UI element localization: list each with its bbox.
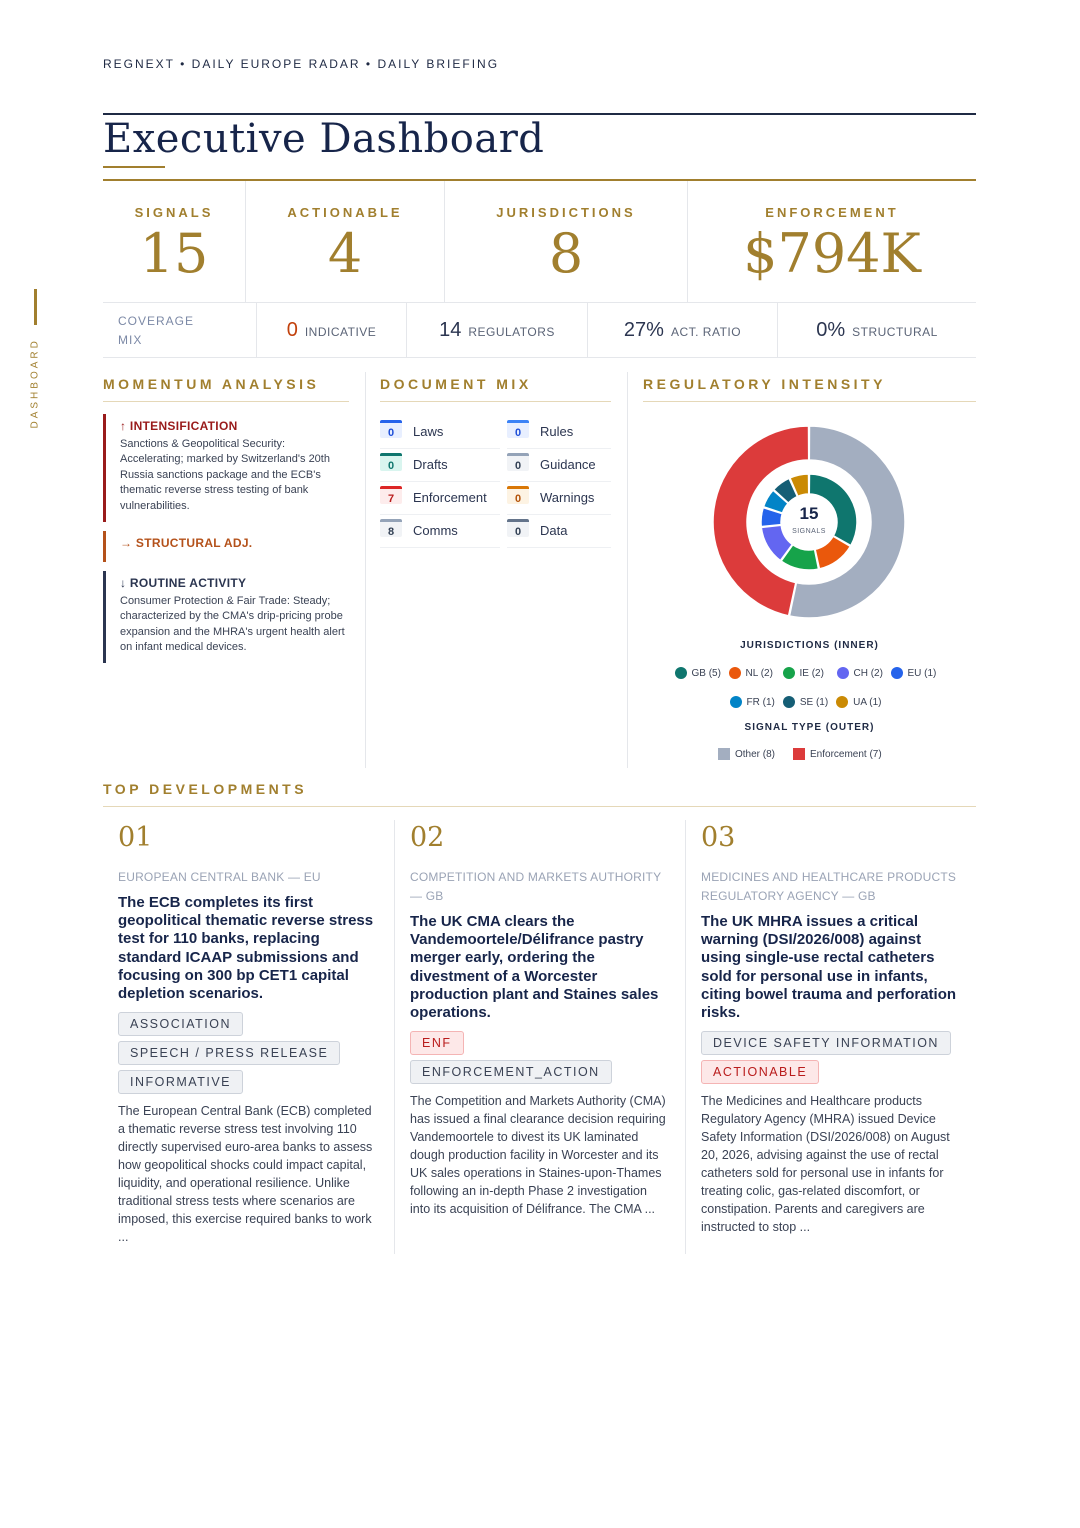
column-divider <box>365 372 366 768</box>
development-number: 03 <box>701 822 736 853</box>
document-mix-label: Enforcement <box>413 490 487 505</box>
momentum-item-heading: ↓ ROUTINE ACTIVITY <box>120 576 247 590</box>
development-tag: DEVICE SAFETY INFORMATION <box>701 1031 951 1055</box>
development-number: 01 <box>118 822 153 853</box>
top-developments-rule <box>103 806 976 807</box>
document-mix-count: 0 <box>507 519 529 537</box>
document-mix-label: Rules <box>540 424 574 439</box>
legend-dot <box>783 696 795 708</box>
document-mix-count: 7 <box>380 486 402 504</box>
coverage-value: 0% <box>816 318 846 341</box>
coverage-value: 27% <box>623 318 664 341</box>
document-mix-item <box>380 515 500 548</box>
development-tag: ASSOCIATION <box>118 1012 243 1036</box>
document-mix-label: Drafts <box>413 457 448 472</box>
kpi-value: 15 <box>139 222 209 285</box>
kpi-signals <box>103 181 246 302</box>
kpi-label: ACTIONABLE <box>287 205 403 220</box>
document-mix-label: Comms <box>413 523 458 538</box>
document-mix-heading: DOCUMENT MIX <box>380 376 532 392</box>
development-tag: ENF <box>410 1031 464 1055</box>
development-title: The UK MHRA issues a critical warning (DSI/2026/008) against using single-use rectal catheters sold for personal use in infants, citing bowel trauma and perforation risks. <box>701 913 957 1022</box>
development-number: 02 <box>410 822 445 853</box>
legend-item-se <box>783 696 828 708</box>
kpi-label: JURISDICTIONS <box>496 205 636 220</box>
development-source: EUROPEAN CENTRAL BANK — EU <box>118 870 321 884</box>
coverage-value: 14 <box>439 318 462 341</box>
development-tag: SPEECH / PRESS RELEASE <box>118 1041 340 1065</box>
legend-label: EU (1) <box>907 667 937 679</box>
legend-swatch <box>793 748 805 760</box>
momentum-item-text: Sanctions & Geopolitical Security: Accelerating; marked by Switzerland's 20th Russia sanctions package and the ECB's thematic reverse stress testing of bank vulnerabilities. <box>120 438 330 512</box>
outer-legend-title: SIGNAL TYPE (OUTER) <box>744 722 875 733</box>
column-divider <box>394 820 395 1254</box>
legend-item-ua <box>836 696 881 708</box>
coverage-mix-row <box>103 302 976 358</box>
momentum-item-text: Consumer Protection & Fair Trade: Steady; characterized by the CMA's drip-pricing probe expansion and the MHRA's urgent health alert on infant medical devices. <box>120 595 345 654</box>
document-mix-item <box>507 515 611 548</box>
legend-item-ch <box>837 667 883 679</box>
coverage-label-cell <box>103 303 257 357</box>
coverage-metric-label: REGULATORS <box>468 325 555 339</box>
momentum-routine <box>103 571 351 663</box>
development-tag: ACTIONABLE <box>701 1060 819 1084</box>
legend-item-nl <box>729 667 773 679</box>
legend-dot <box>730 696 742 708</box>
side-accent-bar <box>34 289 37 325</box>
top-rule <box>103 113 976 115</box>
legend-label: Enforcement (7) <box>810 748 882 760</box>
legend-item-fr <box>730 696 775 708</box>
document-mix-label: Warnings <box>540 490 595 505</box>
development-summary: The European Central Bank (ECB) completed a thematic reverse stress test involving 110 directly supervised euro-area banks to assess how geopolitical shocks could impact capital, liquidity, and operational resilience. Unlike traditional stress tests where scenarios are imposed, this exercise required banks to work ... <box>118 1104 373 1245</box>
kpi-value: $794K <box>743 222 921 285</box>
column-divider <box>627 372 628 768</box>
development-card <box>701 822 961 1236</box>
breadcrumb: REGNEXT • DAILY EUROPE RADAR • DAILY BRIEFING <box>103 57 500 71</box>
title-underline <box>103 166 165 168</box>
document-mix-item <box>507 416 611 449</box>
kpi-label: ENFORCEMENT <box>765 205 899 220</box>
development-title: The UK CMA clears the Vandemoortele/Délifrance pastry merger early, ordering the divestment of a Worcester production plant and Staines sales operations. <box>410 913 659 1022</box>
development-title: The ECB completes its first geopolitical thematic reverse stress test for 110 banks, replacing standard ICAAP submissions and focusing on 300 bp CET1 capital depletion scenarios. <box>118 894 374 1003</box>
legend-item-ie <box>783 667 824 679</box>
legend-label: Other (8) <box>735 748 776 760</box>
inner-legend-title: JURISDICTIONS (INNER) <box>740 640 879 651</box>
side-section-label: DASHBOARD <box>29 338 41 429</box>
document-mix-label: Guidance <box>540 457 596 472</box>
legend-label: UA (1) <box>853 696 882 708</box>
document-mix-count: 0 <box>507 420 529 438</box>
kpi-enforcement <box>688 181 976 302</box>
development-card <box>118 822 378 1246</box>
development-tag: ENFORCEMENT_ACTION <box>410 1060 612 1084</box>
document-mix-label: Data <box>540 523 568 538</box>
momentum-item-heading: ↑ INTENSIFICATION <box>120 419 238 433</box>
document-mix-count: 8 <box>380 519 402 537</box>
legend-swatch <box>718 748 730 760</box>
coverage-indicative <box>257 303 407 357</box>
development-tags <box>118 1012 378 1099</box>
document-mix-rule <box>380 401 611 402</box>
inner-legend <box>643 660 976 710</box>
document-mix-count: 0 <box>380 453 402 471</box>
legend-dot <box>836 696 848 708</box>
coverage-act-ratio <box>588 303 778 357</box>
coverage-metric-label: STRUCTURAL <box>852 325 938 339</box>
document-mix-count: 0 <box>507 453 529 471</box>
legend-label: CH (2) <box>853 667 883 679</box>
kpi-label: SIGNALS <box>134 205 214 220</box>
momentum-rule <box>103 401 349 402</box>
document-mix-count: 0 <box>507 486 529 504</box>
development-source: MEDICINES AND HEALTHCARE PRODUCTS REGULATORY AGENCY — GB <box>701 870 957 903</box>
column-divider <box>685 820 686 1254</box>
signals-donut-chart <box>709 422 909 622</box>
coverage-label: COVERAGE MIX <box>118 314 195 347</box>
development-summary: The Competition and Markets Authority (CMA) has issued a final clearance decision requiring Vandemoortele to divest its UK laminated dough production facility in Worcester and its UK sales operations in Staines-upon-Thames following an in-depth Phase 2 investigation into its acquisition of Délifrance. The CMA ... <box>410 1094 666 1217</box>
legend-dot <box>837 667 849 679</box>
development-summary: The Medicines and Healthcare products Regulatory Agency (MHRA) issued Device Safety Information (DSI/2026/008) on August 20, 2026, advising against the use of rectal catheters sold for personal use in infants for treating colic, gas-related discomfort, or constipation. Parents and caregivers are instructed to stop ... <box>701 1094 950 1235</box>
coverage-structural <box>778 303 976 357</box>
momentum-intensification <box>103 414 351 522</box>
donut-center-label: SIGNALS <box>792 528 826 535</box>
document-mix-item <box>380 482 500 515</box>
legend-item-other <box>718 748 775 760</box>
document-mix-grid <box>380 416 611 556</box>
outer-legend <box>643 742 976 764</box>
momentum-item-heading: → STRUCTURAL ADJ. <box>120 536 253 550</box>
coverage-regulators <box>407 303 588 357</box>
legend-label: IE (2) <box>799 667 824 679</box>
legend-item-enforcement <box>793 748 882 760</box>
legend-item-gb <box>675 667 721 679</box>
coverage-value: 0 <box>286 318 298 341</box>
document-mix-item <box>380 416 500 449</box>
top-developments-heading: TOP DEVELOPMENTS <box>103 781 308 797</box>
development-source: COMPETITION AND MARKETS AUTHORITY — GB <box>410 870 662 903</box>
legend-label: FR (1) <box>746 696 775 708</box>
donut-center-value: 15 <box>799 504 819 523</box>
development-tags <box>410 1031 670 1089</box>
coverage-metric-label: ACT. RATIO <box>670 325 742 339</box>
kpi-actionable <box>246 181 445 302</box>
document-mix-label: Laws <box>413 424 444 439</box>
development-card <box>410 822 670 1218</box>
kpi-value: 4 <box>327 222 363 285</box>
development-tag: INFORMATIVE <box>118 1070 243 1094</box>
regulatory-intensity-heading: REGULATORY INTENSITY <box>643 376 886 392</box>
legend-dot <box>783 667 795 679</box>
legend-item-eu <box>891 667 937 679</box>
document-mix-count: 0 <box>380 420 402 438</box>
kpi-jurisdictions <box>445 181 688 302</box>
momentum-structural <box>103 531 351 562</box>
page-title: Executive Dashboard <box>103 116 545 162</box>
legend-dot <box>891 667 903 679</box>
document-mix-item <box>507 449 611 482</box>
momentum-heading: MOMENTUM ANALYSIS <box>103 376 320 392</box>
legend-label: SE (1) <box>799 696 829 708</box>
legend-dot <box>729 667 741 679</box>
document-mix-item <box>380 449 500 482</box>
document-mix-item <box>507 482 611 515</box>
coverage-metric-label: INDICATIVE <box>304 325 377 339</box>
legend-label: GB (5) <box>691 667 721 679</box>
legend-label: NL (2) <box>745 667 773 679</box>
legend-dot <box>675 667 687 679</box>
regulatory-intensity-rule <box>643 401 976 402</box>
development-tags <box>701 1031 961 1089</box>
kpi-value: 8 <box>548 222 584 285</box>
